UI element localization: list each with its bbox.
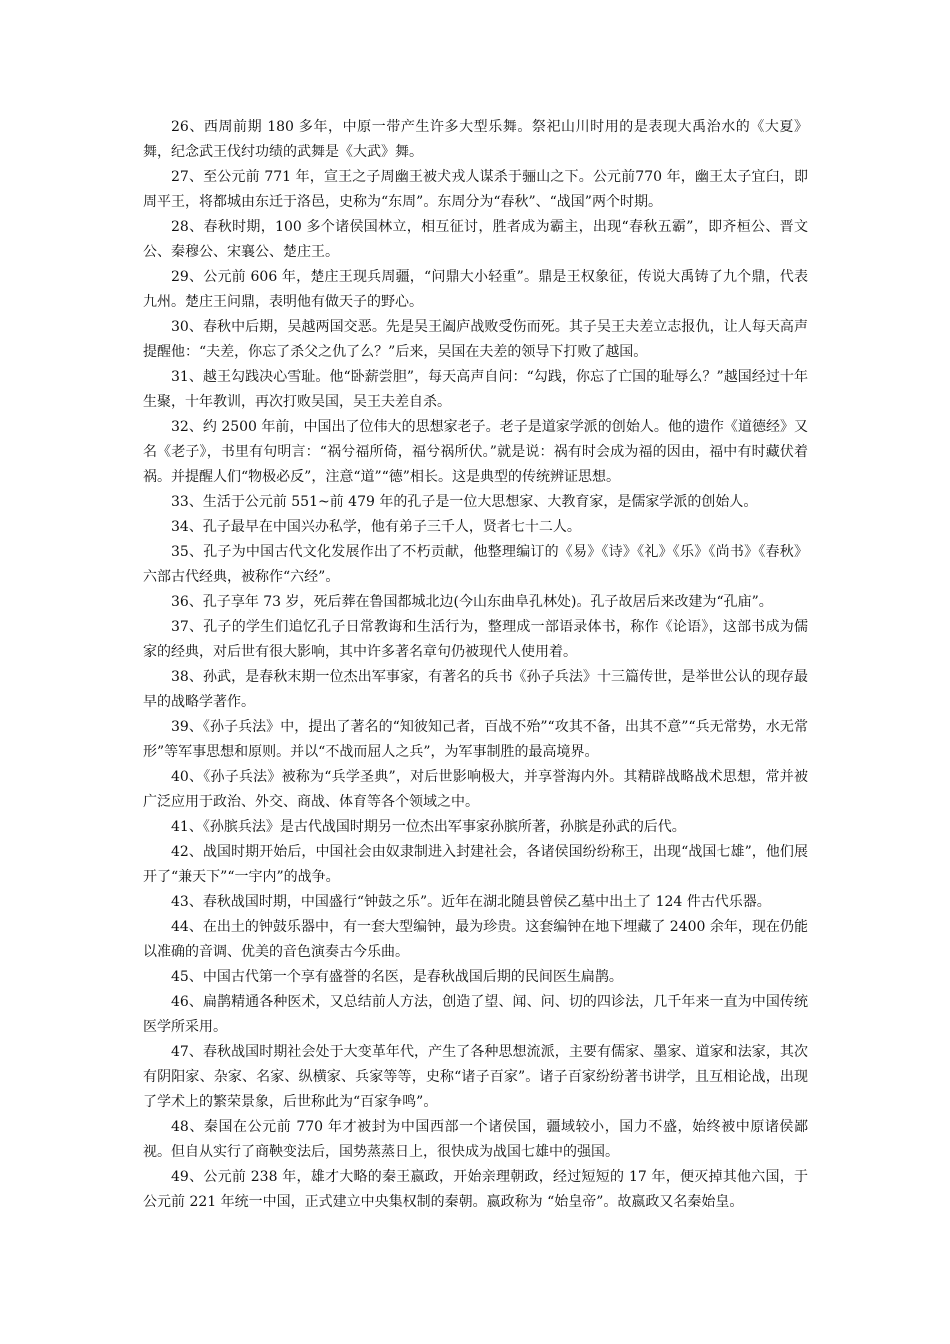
paragraph-41: 41、《孙膑兵法》是古代战国时期另一位杰出军事家孙膑所著，孙膑是孙武的后代。	[171, 819, 686, 835]
paragraph-31: 31、越王勾践决心雪耻。他“卧薪尝胆”，每天高声自问：“勾践，你忘了亡国的耻辱么？”越国经过十年生聚，十年教训，再次打败吴国，吴王夫差自杀。	[143, 369, 808, 410]
paragraph-45: 45、中国古代第一个享有盛誉的名医，是春秋战国后期的民间医生扁鹊。	[171, 969, 623, 985]
paragraph-39: 39、《孙子兵法》中，提出了著名的“知彼知己者，百战不殆”“攻其不备，出其不意”“兵无常势，水无常形”等军事思想和原则。并以“不战而屈人之兵”，为军事制胜的最高境界。	[143, 719, 808, 760]
paragraph-32: 32、约 2500 年前，中国出了位伟大的思想家老子。老子是道家学派的创始人。他的遗作《道德经》又名《老子》，书里有句明言：“祸兮福所倚，福兮祸所伏。”就是说：祸有时会成为福的因由，福中有时藏伏着祸。并提醒人们“物极必反”，注意“道”“德”相长。这是典型的传统辨证思想。	[143, 419, 808, 485]
paragraph-30: 30、春秋中后期，吴越两国交恶。先是吴王阖庐战败受伤而死。其子吴王夫差立志报仇，让人每天高声提醒他：“夫差，你忘了杀父之仇了么？”后来，吴国在夫差的领导下打败了越国。	[143, 319, 808, 360]
paragraph-37: 37、孔子的学生们追忆孔子日常教诲和生活行为，整理成一部语录体书，称作《论语》，这部书成为儒家的经典，对后世有很大影响，其中许多著名章句仍被现代人使用着。	[143, 619, 808, 660]
paragraph-34: 34、孔子最早在中国兴办私学，他有弟子三千人，贤者七十二人。	[171, 519, 581, 535]
paragraph-48: 48、秦国在公元前 770 年才被封为中国西部一个诸侯国，疆域较小，国力不盛，始终被中原诸侯鄙视。但自从实行了商鞅变法后，国势蒸蒸日上，很快成为战国七雄中的强国。	[143, 1119, 808, 1160]
paragraph-43: 43、春秋战国时期，中国盛行“钟鼓之乐”。近年在湖北随县曾侯乙墓中出土了 124 件古代乐器。	[171, 894, 771, 910]
paragraph-27: 27、至公元前 771 年，宣王之子周幽王被犬戎人谋杀于骊山之下。公元前770 年，幽王太子宜臼，即周平王，将都城由东迁于洛邑，史称为“东周”。东周分为“春秋”、“战国”两个时期。	[143, 169, 808, 210]
paragraph-44: 44、在出土的钟鼓乐器中，有一套大型编钟，最为珍贵。这套编钟在地下埋藏了 2400 余年，现在仍能以准确的音调、优美的音色演奏古今乐曲。	[143, 919, 808, 960]
document-page	[143, 115, 808, 1215]
paragraph-49: 49、公元前 238 年，雄才大略的秦王嬴政，开始亲理朝政，经过短短的 17 年，便灭掉其他六国，于公元前 221 年统一中国，正式建立中央集权制的秦朝。嬴政称为 “始皇帝”。故嬴政又名秦始皇。	[143, 1169, 808, 1210]
paragraph-26: 26、西周前期 180 多年，中原一带产生许多大型乐舞。祭祀山川时用的是表现大禹治水的《大夏》舞，纪念武王伐纣功绩的武舞是《大武》舞。	[143, 119, 808, 160]
paragraph-38: 38、孙武，是春秋末期一位杰出军事家，有著名的兵书《孙子兵法》十三篇传世，是举世公认的现存最早的战略学著作。	[143, 669, 808, 710]
paragraph-46: 46、扁鹊精通各种医术，又总结前人方法，创造了望、闻、问、切的四诊法，几千年来一直为中国传统医学所采用。	[143, 994, 808, 1035]
paragraph-47: 47、春秋战国时期社会处于大变革年代，产生了各种思想流派，主要有儒家、墨家、道家和法家，其次有阴阳家、杂家、名家、纵横家、兵家等等，史称“诸子百家”。诸子百家纷纷著书讲学，且互相论战，出现了学术上的繁荣景象，后世称此为“百家争鸣”。	[143, 1044, 808, 1110]
paragraph-42: 42、战国时期开始后，中国社会由奴隶制进入封建社会，各诸侯国纷纷称王，出现“战国七雄”，他们展开了“兼天下”“一宇内”的战争。	[143, 844, 808, 885]
paragraph-29: 29、公元前 606 年，楚庄王现兵周疆，“问鼎大小轻重”。鼎是王权象征，传说大禹铸了九个鼎，代表九州。楚庄王问鼎，表明他有做天子的野心。	[143, 269, 808, 310]
paragraph-35: 35、孔子为中国古代文化发展作出了不朽贡献，他整理编订的《易》《诗》《礼》《乐》《尚书》《春秋》六部古代经典，被称作“六经”。	[143, 544, 808, 585]
paragraph-28: 28、春秋时期，100 多个诸侯国林立，相互征讨，胜者成为霸主，出现“春秋五霸”，即齐桓公、晋文公、秦穆公、宋襄公、楚庄王。	[143, 219, 808, 260]
paragraph-40: 40、《孙子兵法》被称为“兵学圣典”，对后世影响极大，并享誉海内外。其精辟战略战术思想，常并被广泛应用于政治、外交、商战、体育等各个领域之中。	[143, 769, 808, 810]
paragraph-33: 33、生活于公元前 551~前 479 年的孔子是一位大思想家、大教育家，是儒家学派的创始人。	[171, 494, 758, 510]
paragraph-36: 36、孔子享年 73 岁，死后葬在鲁国都城北边(今山东曲阜孔林处)。孔子故居后来改建为“孔庙”。	[171, 594, 773, 610]
